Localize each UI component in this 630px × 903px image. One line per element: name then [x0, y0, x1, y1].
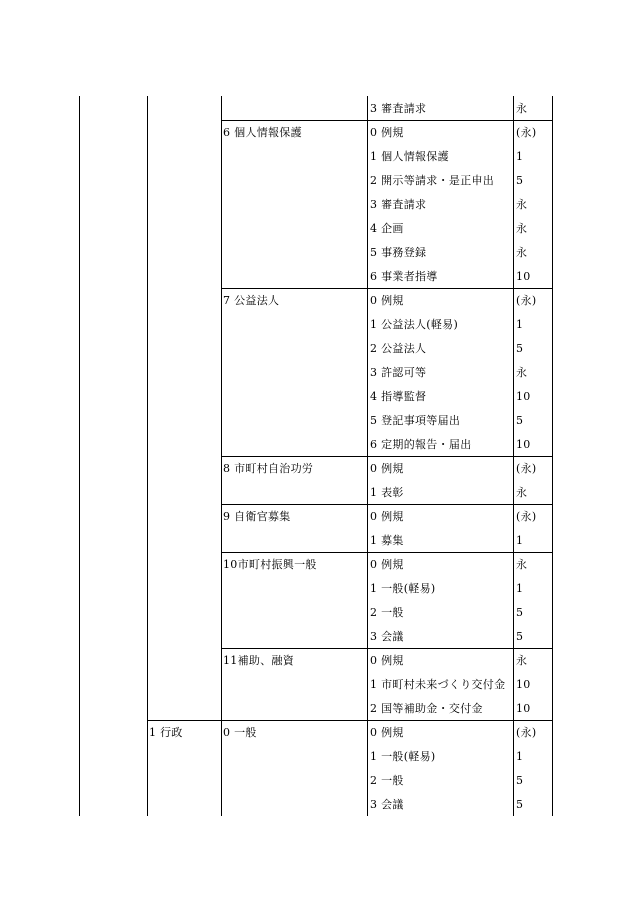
cell-c5: 1 [516, 582, 524, 595]
cell-c4: 3 許認可等 [370, 366, 427, 379]
cell-c5: 1 [516, 150, 524, 163]
cell-c4: 5 登記事項等届出 [370, 414, 461, 427]
cell-c5: 5 [516, 630, 524, 643]
cell-c3: 11補助、融資 [223, 654, 295, 667]
cell-c4: 4 指導監督 [370, 390, 427, 403]
row-rule [221, 288, 553, 289]
cell-c5: 永 [516, 654, 528, 667]
row-rule [221, 552, 553, 553]
cell-c5: 10 [516, 270, 531, 283]
cell-c5: (永) [516, 126, 537, 139]
cell-c4: 3 審査請求 [370, 198, 427, 211]
cell-c4: 0 例規 [370, 462, 404, 475]
cell-c4: 4 企画 [370, 222, 404, 235]
cell-c4: 3 会議 [370, 630, 404, 643]
cell-c4: 1 表彰 [370, 486, 404, 499]
cell-c4: 6 事業者指導 [370, 270, 438, 283]
cell-c5: (永) [516, 726, 537, 739]
cell-c5: 5 [516, 414, 524, 427]
cell-c3: 8 市町村自治功労 [223, 462, 314, 475]
cell-c5: 永 [516, 486, 528, 499]
cell-c4: 0 例規 [370, 558, 404, 571]
cell-c3: 7 公益法人 [223, 294, 280, 307]
cell-c5: 5 [516, 774, 524, 787]
cell-c5: (永) [516, 462, 537, 475]
cell-c5: 5 [516, 342, 524, 355]
cell-c5: 1 [516, 534, 524, 547]
row-rule [221, 504, 553, 505]
cell-c5: 10 [516, 702, 531, 715]
cell-c3: 10市町村振興一般 [223, 558, 317, 571]
cell-c5: 1 [516, 750, 524, 763]
cell-c5: 1 [516, 318, 524, 331]
cell-c4: 0 例規 [370, 726, 404, 739]
cell-c5: (永) [516, 294, 537, 307]
cell-c5: 10 [516, 678, 531, 691]
row-rule [147, 720, 553, 721]
cell-c4: 2 一般 [370, 774, 404, 787]
cell-c5: 5 [516, 174, 524, 187]
column-rule-1 [147, 96, 148, 816]
cell-c4: 0 例規 [370, 294, 404, 307]
cell-c5: 永 [516, 558, 528, 571]
cell-c5: 永 [516, 222, 528, 235]
cell-c5: 永 [516, 102, 528, 115]
row-rule [221, 120, 553, 121]
cell-c4: 0 例規 [370, 654, 404, 667]
cell-c4: 1 市町村未来づくり交付金 [370, 678, 506, 691]
cell-c2: 1 行政 [149, 726, 183, 739]
cell-c5: 永 [516, 366, 528, 379]
cell-c4: 0 例規 [370, 510, 404, 523]
cell-c4: 1 募集 [370, 534, 404, 547]
cell-c4: 2 公益法人 [370, 342, 427, 355]
cell-c4: 2 一般 [370, 606, 404, 619]
cell-c4: 5 事務登録 [370, 246, 427, 259]
cell-c5: 5 [516, 798, 524, 811]
cell-c3: 6 個人情報保護 [223, 126, 302, 139]
cell-c5: 10 [516, 390, 531, 403]
cell-c4: 6 定期的報告・届出 [370, 438, 472, 451]
cell-c4: 1 個人情報保護 [370, 150, 449, 163]
cell-c4: 1 公益法人(軽易) [370, 318, 459, 331]
cell-c4: 0 例規 [370, 126, 404, 139]
cell-c3: 0 一般 [223, 726, 257, 739]
cell-c4: 1 一般(軽易) [370, 582, 436, 595]
column-rule-0 [79, 96, 80, 816]
cell-c5: 永 [516, 198, 528, 211]
cell-c4: 2 国等補助金・交付金 [370, 702, 483, 715]
cell-c5: (永) [516, 510, 537, 523]
cell-c4: 1 一般(軽易) [370, 750, 436, 763]
cell-c4: 3 審査請求 [370, 102, 427, 115]
row-rule [221, 648, 553, 649]
cell-c4: 2 開示等請求・是正申出 [370, 174, 495, 187]
cell-c5: 永 [516, 246, 528, 259]
cell-c3: 9 自衛官募集 [223, 510, 291, 523]
row-rule [221, 456, 553, 457]
cell-c5: 10 [516, 438, 531, 451]
cell-c5: 5 [516, 606, 524, 619]
cell-c4: 3 会議 [370, 798, 404, 811]
